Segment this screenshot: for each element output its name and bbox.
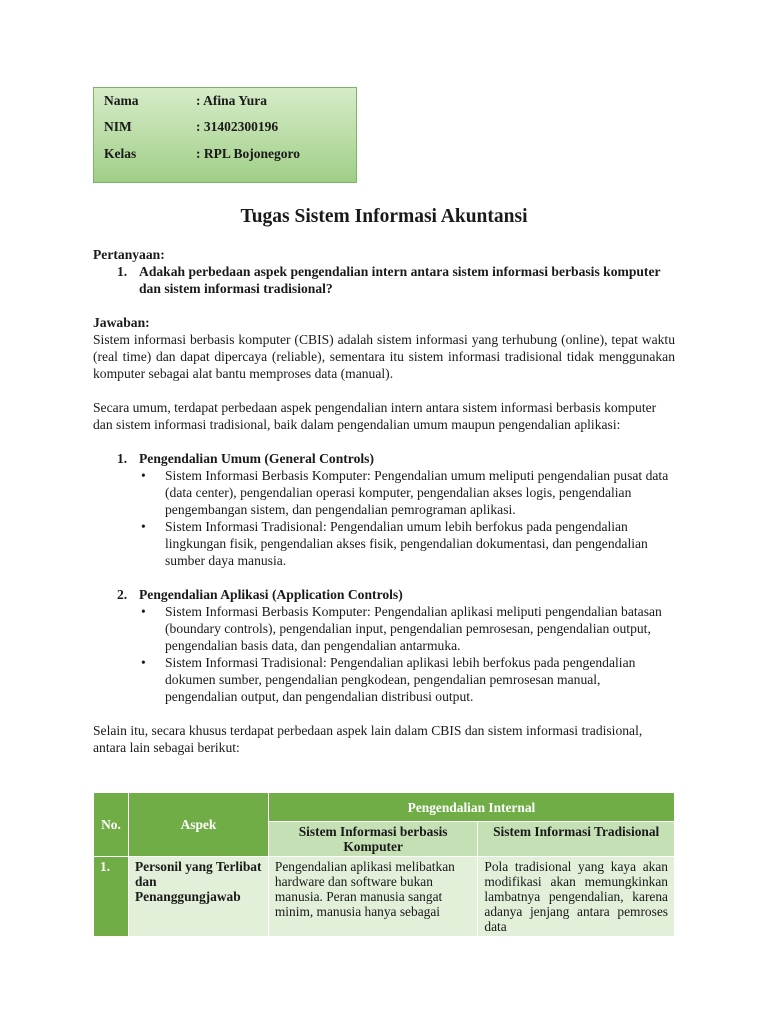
- document-title: Tugas Sistem Informasi Akuntansi: [240, 206, 528, 227]
- answer-paragraph-1: Sistem informasi berbasis komputer (CBIS) adalah sistem informasi yang terhubung (online), tepat waktu (real time) dan dapat dipercaya (reliable), sementara itu sistem informasi tradisional tidak menggunakan komputer sebagai alat bantu memproses data (manual).: [93, 332, 675, 381]
- bullet-item: [93, 654, 675, 705]
- info-value: : Afina Yura: [196, 93, 268, 108]
- answer-heading: Jawaban:: [93, 315, 150, 330]
- cell-aspek: Personil yang Terlibat dan Penanggungjawab: [128, 857, 268, 937]
- answer-paragraph-2: Secara umum, terdapat perbedaan aspek pengendalian intern antara sistem informasi berbasis komputer dan sistem informasi tradisional, baik dalam pengendalian umum maupun pengendalian aplikasi:: [93, 400, 657, 432]
- bullet-icon: •: [141, 655, 146, 670]
- header-no: No.: [94, 793, 129, 857]
- section-title: Pengendalian Umum (General Controls): [139, 451, 374, 466]
- bullet-icon: •: [141, 468, 146, 483]
- header-cbis: Sistem Informasi berbasis Komputer: [268, 822, 477, 857]
- section-heading: [93, 586, 675, 603]
- question-heading: Pertanyaan:: [93, 247, 165, 262]
- cell-no: 1.: [94, 857, 129, 937]
- cell-cbis: Pengendalian aplikasi melibatkan hardware dan software bukan manusia. Peran manusia sangat minim, manusia hanya sebagai: [268, 857, 477, 937]
- student-info-box: [93, 87, 357, 183]
- bullet-item: [93, 518, 675, 569]
- bullet-text: Sistem Informasi Berbasis Komputer: Pengendalian umum meliputi pengendalian pusat data (data center), pengendalian operasi komputer, pengendalian akses logis, pengendalian pengembangan sistem, dan pengendalian pemrograman aplikasi.: [165, 468, 669, 517]
- bullet-item: [93, 467, 675, 518]
- question-number: 1.: [117, 264, 128, 279]
- section-number: 1.: [117, 451, 128, 466]
- info-label: NIM: [104, 119, 132, 134]
- document-body: [93, 246, 675, 756]
- info-label: Kelas: [104, 146, 137, 161]
- closing-paragraph: Selain itu, secara khusus terdapat perbedaan aspek lain dalam CBIS dan sistem informasi tradisional, antara lain sebagai berikut:: [93, 723, 643, 755]
- bullet-text: Sistem Informasi Tradisional: Pengendalian aplikasi lebih berfokus pada pengendalian dokumen sumber, pengendalian pengkodean, pengendalian pemrosesan manual, pengendalian output, dan pengendalian distribusi output.: [165, 655, 636, 704]
- question-item: [93, 263, 675, 297]
- section-number: 2.: [117, 587, 128, 602]
- bullet-icon: •: [141, 604, 146, 619]
- question-text: Adakah perbedaan aspek pengendalian intern antara sistem informasi berbasis komputer dan sistem informasi tradisional?: [139, 264, 661, 296]
- info-value: : 31402300196: [196, 119, 279, 134]
- section-heading: [93, 450, 675, 467]
- bullet-text: Sistem Informasi Tradisional: Pengendalian umum lebih berfokus pada pengendalian lingkungan fisik, pengendalian akses fisik, pengendalian dokumentasi, dan pengendalian sumber daya manusia.: [165, 519, 648, 568]
- bullet-text: Sistem Informasi Berbasis Komputer: Pengendalian aplikasi meliputi pengendalian batasan (boundary controls), pengendalian input, pengendalian pemrosesan, pengendalian output, pengendalian basis data, dan pengendalian antarmuka.: [165, 604, 662, 653]
- header-pengendalian-internal: Pengendalian Internal: [268, 793, 674, 822]
- cell-tradisional: Pola tradisional yang kaya akan modifikasi akan memungkinkan lambatnya pengendalian, karena adanya jenjang antara pemroses data: [478, 857, 675, 937]
- comparison-table: [93, 792, 675, 937]
- info-value: : RPL Bojonegoro: [196, 146, 300, 161]
- bullet-item: [93, 603, 675, 654]
- table-row: [94, 857, 675, 937]
- header-tradisional: Sistem Informasi Tradisional: [478, 822, 675, 857]
- header-aspek: Aspek: [128, 793, 268, 857]
- bullet-icon: •: [141, 519, 146, 534]
- info-label: Nama: [104, 93, 139, 108]
- section-title: Pengendalian Aplikasi (Application Controls): [139, 587, 403, 602]
